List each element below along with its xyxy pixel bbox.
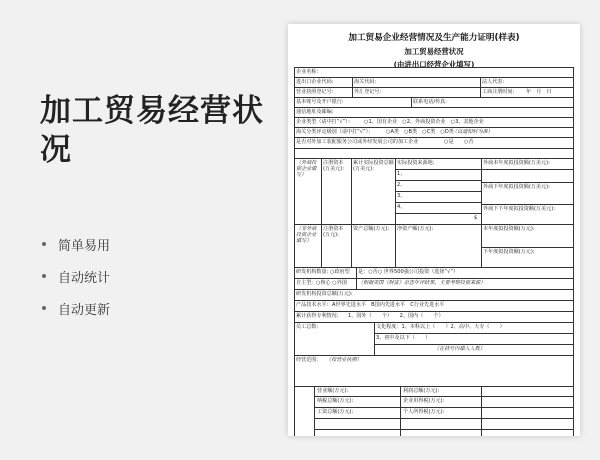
promo-title: 加工贸易经营状况 — [40, 93, 264, 168]
field-label: 外汇登记号: — [354, 89, 382, 95]
row-line — [481, 182, 574, 183]
feature-label: 简单易用 — [58, 238, 111, 254]
col-line — [321, 158, 322, 224]
field-label: 净资产额(万元): — [397, 226, 434, 232]
field-label: 外商下年度拟投资额(万美元): — [483, 184, 550, 190]
document-subtitle-note: (由进出口经营企业填写) — [393, 60, 475, 69]
field-label: 工资总额(万元): — [317, 409, 354, 415]
field-note: （以通知时为准） — [452, 129, 493, 135]
row-line — [395, 213, 481, 214]
section-label: （非外商投资企业填写） — [296, 226, 317, 244]
field-label: 研发机构数量: — [296, 269, 329, 275]
field-label: 累计实际投资总额(万美元): — [353, 160, 394, 172]
col-line — [481, 224, 482, 267]
list-total: $ — [474, 215, 478, 221]
field-value: 3、初中及以下（ ） — [376, 335, 431, 341]
row-line — [294, 107, 574, 108]
list-item: 4、 — [397, 204, 406, 210]
row-line — [314, 429, 574, 430]
row-line — [294, 355, 574, 356]
field-label: 企业用得税(万元): — [403, 398, 445, 404]
col-line — [480, 77, 481, 87]
row-line — [395, 180, 481, 181]
feature-list — [42, 236, 110, 332]
col-line — [481, 158, 482, 224]
field-label: 工商注册时间: — [482, 89, 515, 95]
feature-item — [42, 236, 110, 252]
col-line — [400, 386, 401, 436]
row-line — [395, 169, 574, 170]
list-item: 3、 — [397, 193, 406, 199]
row-line — [395, 202, 481, 203]
row-line — [314, 418, 574, 419]
feature-label: 自动更新 — [58, 302, 111, 318]
field-label: 纳税总额(万元): — [317, 398, 354, 404]
option-group[interactable]: ○1、国有企业 ○2、外商投资企业 ○3、其他企业 — [364, 119, 484, 125]
row-line — [294, 289, 574, 290]
field-label: 企业名称: — [296, 69, 319, 75]
row-line — [294, 87, 574, 88]
field-label: 海关代码: — [354, 79, 377, 85]
col-line — [321, 224, 322, 267]
option-group[interactable]: ○A类 ○B类 ○C类 ○D类 — [386, 129, 454, 135]
row-line — [294, 311, 574, 312]
row-line — [294, 322, 574, 323]
table-border — [294, 67, 295, 436]
field-label: 企业类型（请中打“√”）： — [296, 119, 353, 125]
row-line — [314, 396, 574, 397]
field-value: 1、国外（ 个） 2、国内（ 个） — [348, 313, 444, 319]
document-subtitle: 加工贸易经营状况 — [404, 47, 464, 56]
field-value: 文化程度：1、本科以上（ ）2、高中、大专（ ） — [376, 324, 505, 330]
list-item: 2、 — [397, 182, 406, 188]
field-label: 基本账号及开户银行: — [296, 99, 344, 105]
field-label: 海关分类评定级别（请中打“√”）： — [296, 129, 374, 135]
field-label: 经营范围: — [296, 357, 319, 363]
col-line — [480, 87, 481, 97]
bullet-icon — [42, 274, 46, 278]
row-line — [294, 267, 574, 268]
field-label: 下年度拟投资额(万元): — [483, 249, 535, 255]
table-border — [294, 67, 574, 68]
row-line — [294, 158, 574, 159]
row-line — [294, 127, 574, 128]
feature-item — [42, 268, 110, 284]
row-line — [294, 117, 574, 118]
field-note: （根据美国《财富》杂志年评结果，主要考察投资来源） — [358, 280, 486, 286]
field-label: 员工总数: — [296, 324, 319, 330]
col-line — [481, 386, 482, 436]
field-label: 营业执照登记号: — [296, 89, 334, 95]
yes-option[interactable]: ○是 — [444, 139, 454, 145]
section-label: （外商投资企业填写） — [296, 160, 317, 178]
col-line — [352, 87, 353, 97]
col-line — [351, 224, 352, 267]
field-label: 个人所得税(万元): — [403, 409, 445, 415]
document-preview — [288, 24, 580, 436]
field-label: 是否对外加工装配服务公司或外经发展公司的加工企业 — [296, 139, 419, 145]
field-label: 外商本年度拟投资额(万美元): — [483, 160, 550, 166]
col-line — [314, 386, 315, 436]
field-label: 利润总额(万元): — [403, 388, 440, 394]
row-line — [294, 300, 574, 301]
field-label: 联系电话/传真: — [413, 99, 447, 105]
col-line — [351, 158, 352, 224]
field-label: 注册资本(万美元): — [323, 160, 344, 172]
field-label: 产品技术水平: — [296, 302, 329, 308]
field-label: 研发机构投资总额(万元): — [296, 291, 353, 297]
col-line — [395, 158, 396, 224]
option-group[interactable]: A世界先进水平 B国内先进水平 C行业先进水平 — [332, 302, 445, 308]
list-item: 1、 — [397, 171, 406, 177]
field-label: 法人代表: — [482, 79, 505, 85]
col-line — [352, 77, 353, 87]
bullet-icon — [42, 242, 46, 246]
row-line — [294, 77, 574, 78]
option-group[interactable]: ○政府型 — [330, 269, 350, 275]
no-option[interactable]: ○否 — [464, 139, 474, 145]
table-border — [573, 67, 574, 436]
row-line — [294, 278, 574, 279]
field-label: 通信地址及邮编: — [296, 109, 334, 115]
bullet-icon — [42, 306, 46, 310]
row-line — [294, 224, 574, 225]
field-note: （在括号内填入人数） — [434, 346, 485, 352]
field-note: （按营业执照） — [326, 357, 362, 363]
row-line — [481, 247, 574, 248]
field-label: 资产总额(万元): — [353, 226, 390, 232]
field-label: 注册资本(万元): — [323, 226, 344, 238]
feature-label: 自动统计 — [58, 270, 111, 286]
feature-item — [42, 300, 110, 316]
field-label: 本年度拟投资额(万元): — [483, 226, 535, 232]
field-label: 进出口企业代码: — [296, 79, 334, 85]
field-label: 外商下下年度拟投资额(万美元): — [483, 206, 555, 212]
row-line — [294, 97, 574, 98]
field-label: 营业额(万元): — [317, 388, 349, 394]
option-group[interactable]: 是：○否○ 世界500强公司投资（选择“√”） — [358, 269, 459, 275]
col-line — [411, 97, 412, 107]
row-line — [294, 386, 574, 387]
col-line — [395, 224, 396, 267]
row-line — [294, 148, 574, 149]
row-line — [374, 333, 574, 334]
row-line — [374, 344, 574, 345]
field-value: 年 月 日 — [526, 89, 552, 95]
row-line — [294, 137, 574, 138]
row-line — [481, 204, 574, 205]
col-line — [374, 322, 375, 355]
option-group[interactable]: ○核心 ○外围 — [316, 280, 347, 286]
form-table — [294, 67, 574, 436]
row-line — [395, 191, 481, 192]
col-line — [356, 267, 357, 289]
field-label: 自主型: — [296, 280, 313, 286]
field-label: 实际投资来源地: — [397, 160, 435, 166]
field-label: 累计获得专利情况: — [296, 313, 339, 319]
row-line — [314, 407, 574, 408]
document-title: 加工贸易企业经营情况及生产能力证明(样表) — [348, 33, 520, 43]
